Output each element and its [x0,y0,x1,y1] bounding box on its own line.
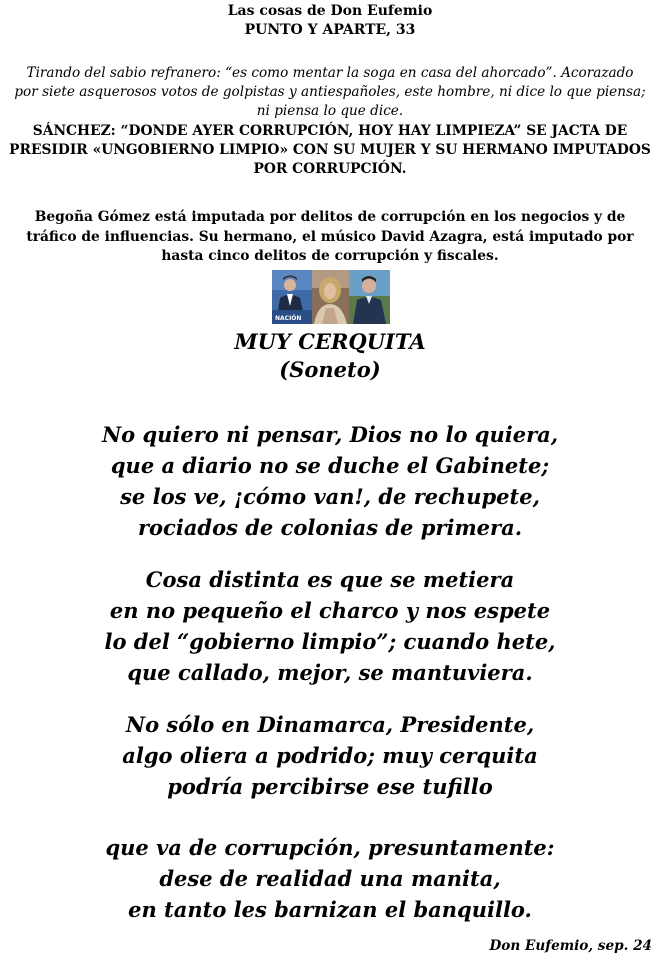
summary-line: Begoña Gómez está imputada por delitos de corrupción en los negocios y de [34,209,626,225]
intro-paragraph [6,64,654,121]
poem-verse: que callado, mejor, se mantuviera. [127,660,533,685]
poem-stanza-1 [0,419,660,543]
intro-line: Tirando del sabio refranero: “es como mentar la soga en casa del ahorcado”. Acorazado [26,65,634,81]
poem-verse: Cosa distinta es que se metiera [145,567,515,592]
poem-verse: en tanto les barnizan el banquillo. [128,897,532,922]
photo-man-at-podium [272,270,312,324]
summary-line: hasta cinco delitos de corrupción y fiscales. [161,248,499,264]
author-signature: Don Eufemio, sep. 24 [489,938,652,954]
document-header [0,2,660,40]
poem-stanza-4 [0,832,660,925]
poem-verse: que a diario no se duche el Gabinete; [110,453,550,478]
poem-verse: lo del “gobierno limpio”; cuando hete, [104,629,556,654]
poem-verse: rociados de colonias de primera. [137,515,523,540]
photo-woman-portrait [312,270,349,324]
poem-stanza-3 [0,709,660,802]
intro-line: por siete asquerosos votos de golpistas y antiespañoles, este hombre, ni dice lo que piensa; [14,84,646,100]
header-series-title: Las cosas de Don Eufemio [227,3,433,19]
poem-title-block [0,328,660,384]
headline-line: SÁNCHEZ: “DONDE AYER CORRUPCIÓN, HOY HAY LIMPIEZA” SE JACTA DE [32,123,628,139]
poem-verse: algo oliera a podrido; muy cerquita [122,743,538,768]
poem-verse: en no pequeño el charco y nos espete [109,598,551,623]
poem-stanza-2 [0,564,660,688]
news-headline [4,122,656,179]
photo-man-outdoors [349,270,390,324]
poem-verse: dese de realidad una manita, [159,866,501,891]
intro-line: ni piensa lo que dice. [256,103,404,119]
header-issue-number: PUNTO Y APARTE, 33 [244,22,416,38]
poem-subtitle: (Soneto) [279,357,381,382]
news-summary [4,208,656,267]
summary-line: tráfico de influencias. Su hermano, el músico David Azagra, está imputado por [26,228,634,245]
poem-verse: se los ve, ¡cómo van!, de rechupete, [120,484,540,509]
headline-line: PRESIDIR «UNGOBIERNO LIMPIO» CON SU MUJER Y SU HERMANO IMPUTADOS [9,142,651,158]
photo-strip [272,270,390,324]
poem-verse: podría percibirse ese tufillo [167,774,493,799]
poem-verse: que va de corrupción, presuntamente: [105,835,555,860]
poem-title: MUY CERQUITA [234,329,426,354]
poem-verse: No sólo en Dinamarca, Presidente, [125,712,535,737]
poem-verse: No quiero ni pensar, Dios no lo quiera, [101,422,559,447]
headline-line: POR CORRUPCIÓN. [253,161,407,177]
photo-caption-fragment: NACIÓN [275,315,302,322]
